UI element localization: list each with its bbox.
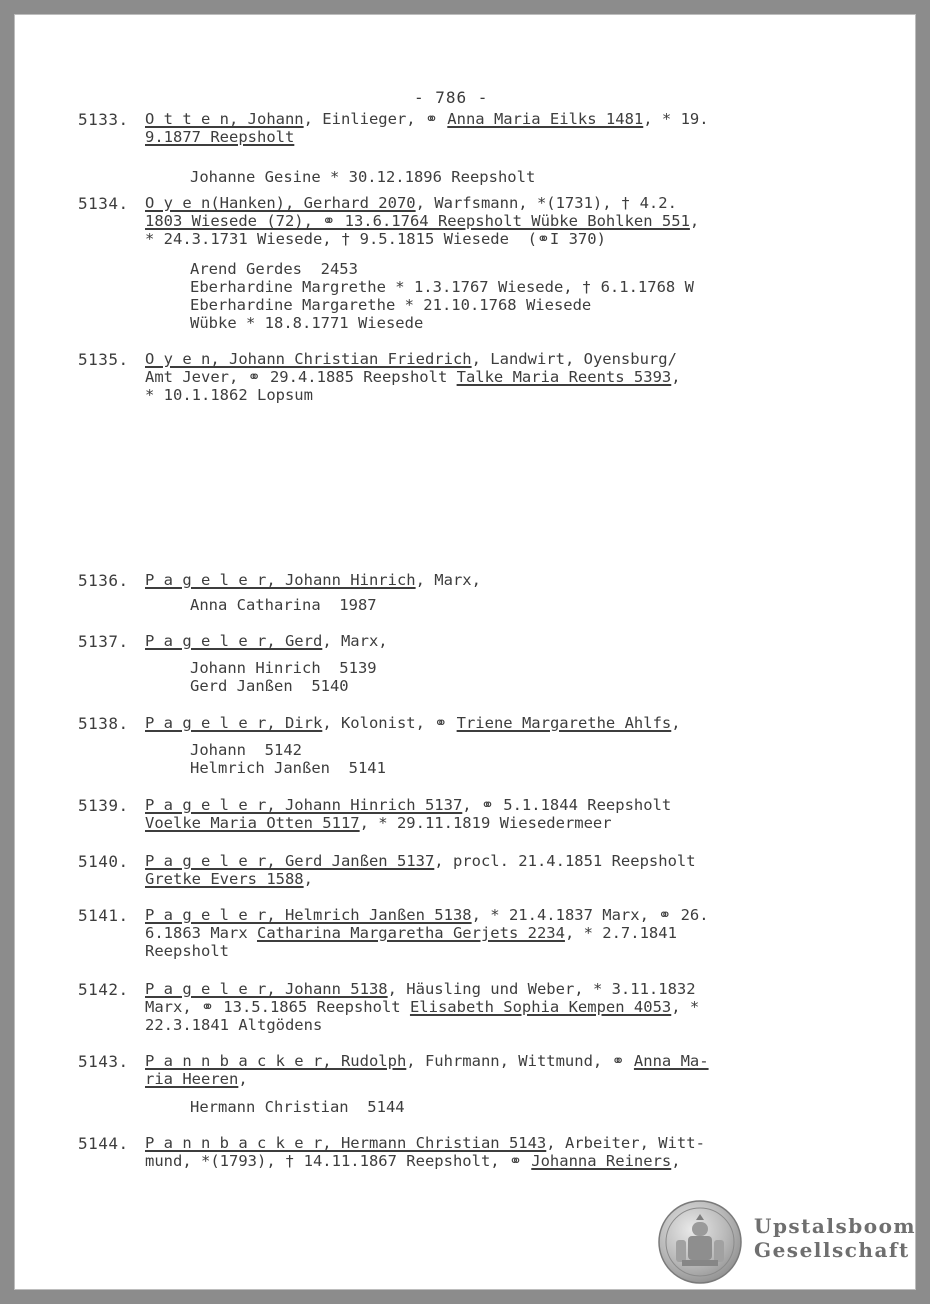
children-list xyxy=(190,168,535,186)
entry-line xyxy=(145,1070,817,1088)
entry-number: 5137. xyxy=(78,632,129,651)
underlined-name: P a g e l e r, Helmrich Janßen 5138 xyxy=(145,906,472,924)
society-name-line1: Upstalsboom xyxy=(754,1214,917,1238)
entry-segment: , procl. 21.4.1851 Reepsholt xyxy=(434,852,696,870)
underlined-name: P a n n b a c k e r, Rudolph xyxy=(145,1052,407,1070)
entry-number: 5138. xyxy=(78,714,129,733)
entry-text xyxy=(145,632,817,650)
entry-segment: , Landwirt, Oyensburg/ xyxy=(471,350,677,368)
underlined-name: P a n n b a c k e r, Hermann Christian 5143 xyxy=(145,1134,547,1152)
society-name-line2: Gesellschaft xyxy=(754,1238,910,1262)
entry-line xyxy=(145,386,817,404)
underlined-name: P a g e l e r, Johann 5138 xyxy=(145,980,388,998)
entry-number: 5135. xyxy=(78,350,129,369)
entry-segment: Reepsholt xyxy=(145,942,229,960)
entry-line xyxy=(145,368,817,386)
entry-line xyxy=(145,998,817,1016)
entry-segment: , * xyxy=(671,998,700,1016)
entry-line xyxy=(145,814,817,832)
entry-line xyxy=(145,212,817,230)
entry-segment: , Warfsmann, *(1731), † 4.2. xyxy=(415,194,677,212)
underlined-name: 9.1877 Reepsholt xyxy=(145,128,295,146)
entry-number: 5133. xyxy=(78,110,129,129)
underlined-name: O t t e n, Johann xyxy=(145,110,304,128)
underlined-name: Catharina Margaretha Gerjets 2234 xyxy=(256,924,565,942)
underlined-name: Gretke Evers 1588 xyxy=(145,870,304,888)
children-list xyxy=(190,1098,405,1116)
entry-text xyxy=(145,350,817,404)
entry-text xyxy=(145,110,817,146)
entry-line xyxy=(145,128,817,146)
entry-segment: , Arbeiter, Witt- xyxy=(546,1134,705,1152)
entry-segment: , Marx, xyxy=(322,632,388,650)
entry-line xyxy=(145,194,817,212)
entry-text xyxy=(145,852,817,888)
children-list xyxy=(190,659,377,695)
entry-number: 5144. xyxy=(78,1134,129,1153)
entry-number: 5139. xyxy=(78,796,129,815)
entry-segment: , xyxy=(238,1070,248,1088)
child-entry: Johann 5142 xyxy=(190,741,302,759)
children-list xyxy=(190,596,377,614)
entry-line xyxy=(145,1152,817,1170)
entry-line xyxy=(145,350,817,368)
entry-text xyxy=(145,1052,817,1088)
child-entry: Eberhardine Margarethe * 21.10.1768 Wiesede xyxy=(190,296,592,314)
child-entry: Johann Hinrich 5139 xyxy=(190,659,377,677)
entry-number: 5136. xyxy=(78,571,129,590)
entry-segment: , xyxy=(689,212,700,230)
underlined-name: O y e n, Johann Christian Friedrich xyxy=(145,350,472,368)
underlined-name: Johanna Reiners xyxy=(531,1152,672,1170)
entry-line xyxy=(145,230,817,248)
entry-segment: * 10.1.1862 Lopsum xyxy=(145,386,313,404)
underlined-name: Talke Maria Reents 5393 xyxy=(456,368,672,386)
entry-line xyxy=(145,852,817,870)
child-entry: Helmrich Janßen 5141 xyxy=(190,759,386,777)
entry-line xyxy=(145,714,817,732)
entry-number: 5140. xyxy=(78,852,129,871)
entry-text xyxy=(145,906,817,960)
entry-segment: , Kolonist, ⚭ xyxy=(322,714,457,732)
entry-segment: , Einlieger, ⚭ xyxy=(303,110,448,128)
entry-line xyxy=(145,110,817,128)
children-list xyxy=(190,260,694,332)
underlined-name: P a g e l e r, Johann Hinrich xyxy=(145,571,416,589)
entry-text xyxy=(145,194,817,248)
entry-line xyxy=(145,942,817,960)
entry-segment: , Marx, xyxy=(415,571,481,589)
entry-number: 5143. xyxy=(78,1052,129,1071)
child-entry: Gerd Janßen 5140 xyxy=(190,677,349,695)
underlined-name: P a g e l e r, Gerd Janßen 5137 xyxy=(145,852,435,870)
entry-line xyxy=(145,1134,817,1152)
child-entry: Wübke * 18.8.1771 Wiesede xyxy=(190,314,424,332)
entry-segment: , Fuhrmann, Wittmund, ⚭ xyxy=(406,1052,634,1070)
entry-segment: Amt Jever, ⚭ 29.4.1885 Reepsholt xyxy=(145,368,457,386)
entry-segment: , * 29.11.1819 Wiesedermeer xyxy=(359,814,612,832)
upstalsboom-seal-icon xyxy=(658,1200,742,1284)
underlined-name: O y e n(Hanken), Gerhard 2070 xyxy=(145,194,416,212)
entry-line xyxy=(145,1052,817,1070)
entry-segment: , * 19. xyxy=(643,110,709,128)
underlined-name: Anna Maria Eilks 1481 xyxy=(447,110,644,128)
entry-line xyxy=(145,1016,817,1034)
underlined-name: P a g e l e r, Johann Hinrich 5137 xyxy=(145,796,463,814)
entry-line xyxy=(145,870,817,888)
entry-segment: , * 21.4.1837 Marx, ⚭ 26. xyxy=(471,906,709,924)
entry-number: 5142. xyxy=(78,980,129,999)
entry-segment: , * 2.7.1841 xyxy=(564,924,677,942)
underlined-name: ria Heeren xyxy=(145,1070,239,1088)
underlined-name: Anna Ma- xyxy=(633,1052,709,1070)
underlined-name: Voelke Maria Otten 5117 xyxy=(145,814,360,832)
entry-segment: , Häusling und Weber, * 3.11.1832 xyxy=(387,980,696,998)
entry-text xyxy=(145,980,817,1034)
entry-line xyxy=(145,980,817,998)
underlined-name: P a g e l e r, Gerd xyxy=(145,632,323,650)
entry-text xyxy=(145,714,817,732)
underlined-name: 1803 Wiesede (72), ⚭ 13.6.1764 Reepsholt Wübke Bohlken 551 xyxy=(145,212,690,230)
child-entry: Anna Catharina 1987 xyxy=(190,596,377,614)
entry-segment: * 24.3.1731 Wiesede, † 9.5.1815 Wiesede (⚭I 370) xyxy=(145,230,606,248)
entry-number: 5134. xyxy=(78,194,129,213)
underlined-name: Elisabeth Sophia Kempen 4053 xyxy=(409,998,672,1016)
entry-segment: mund, *(1793), † 14.11.1867 Reepsholt, ⚭ xyxy=(145,1152,532,1170)
page-number: - 786 - xyxy=(414,88,489,107)
entry-text xyxy=(145,571,817,589)
society-name xyxy=(754,1214,916,1262)
underlined-name: P a g e l e r, Dirk xyxy=(145,714,323,732)
entry-number: 5141. xyxy=(78,906,129,925)
underlined-name: Triene Margarethe Ahlfs xyxy=(456,714,672,732)
entry-segment: Marx, ⚭ 13.5.1865 Reepsholt xyxy=(145,998,410,1016)
document-page xyxy=(14,14,916,1290)
child-entry: Johanne Gesine * 30.12.1896 Reepsholt xyxy=(190,168,536,186)
child-entry: Arend Gerdes 2453 xyxy=(190,260,358,278)
entry-segment: , xyxy=(671,1152,681,1170)
children-list xyxy=(190,741,386,777)
entry-segment: , xyxy=(303,870,313,888)
child-entry: Hermann Christian 5144 xyxy=(190,1098,405,1116)
society-logo xyxy=(658,1200,918,1284)
entry-segment: , ⚭ 5.1.1844 Reepsholt xyxy=(462,796,672,814)
entry-text xyxy=(145,796,817,832)
entry-segment: , xyxy=(671,714,681,732)
entry-text xyxy=(145,1134,817,1170)
entry-segment: , xyxy=(671,368,681,386)
entry-line xyxy=(145,906,817,924)
entry-line xyxy=(145,924,817,942)
entry-line xyxy=(145,796,817,814)
child-entry: Eberhardine Margrethe * 1.3.1767 Wiesede, † 6.1.1768 W xyxy=(190,278,694,296)
entry-line xyxy=(145,632,817,650)
entry-line xyxy=(145,571,817,589)
entry-segment: 6.1863 Marx xyxy=(145,924,257,942)
entry-segment: 22.3.1841 Altgödens xyxy=(145,1016,323,1034)
